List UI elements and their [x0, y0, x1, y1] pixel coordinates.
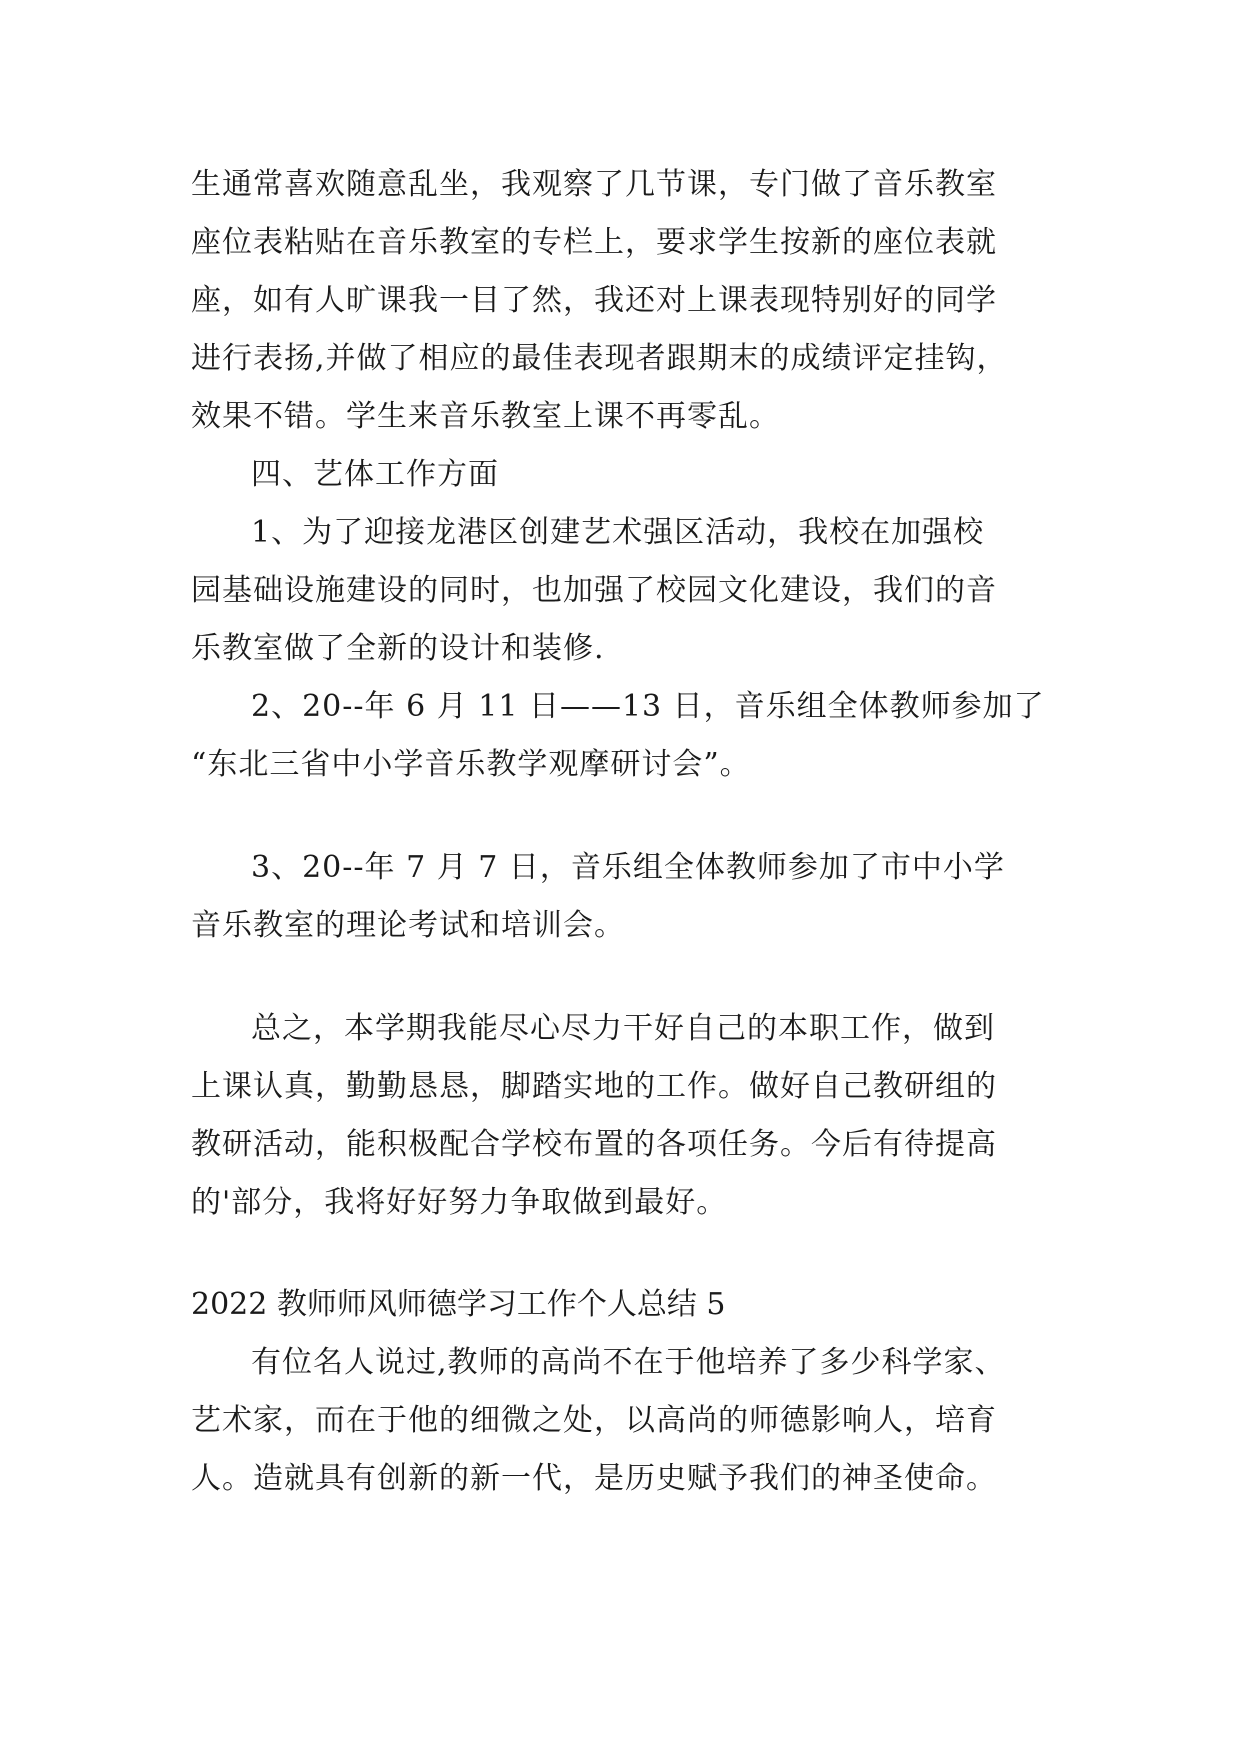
paragraph-line: 教研活动，能积极配合学校布置的各项任务。今后有待提高: [191, 1127, 997, 1162]
paragraph-line: 乐教室做了全新的设计和装修.: [191, 631, 605, 666]
paragraph-line: 座位表粘贴在音乐教室的专栏上，要求学生按新的座位表就: [191, 225, 997, 260]
paragraph-line: 的'部分，我将好好努力争取做到最好。: [191, 1185, 728, 1220]
paragraph-line: 效果不错。学生来音乐教室上课不再零乱。: [191, 399, 780, 434]
paragraph-line: 音乐教室的理论考试和培训会。: [191, 908, 625, 943]
paragraph-line: 进行表扬,并做了相应的最佳表现者跟期末的成绩评定挂钩，: [191, 341, 1008, 376]
section-heading: 四、艺体工作方面: [251, 457, 499, 492]
paragraph-line: 有位名人说过,教师的高尚不在于他培养了多少科学家、: [251, 1345, 1006, 1380]
document-section-title: 2022 教师师风师德学习工作个人总结 5: [191, 1287, 726, 1322]
paragraph-line: 上课认真，勤勤恳恳，脚踏实地的工作。做好自己教研组的: [191, 1069, 997, 1104]
paragraph-line: 1、为了迎接龙港区创建艺术强区活动，我校在加强校: [251, 515, 985, 550]
paragraph-line: 人。造就具有创新的新一代，是历史赋予我们的神圣使命。: [191, 1461, 997, 1496]
paragraph-line: 座，如有人旷课我一目了然，我还对上课表现特别好的同学: [191, 283, 997, 318]
paragraph-line: 总之，本学期我能尽心尽力干好自己的本职工作，做到: [251, 1011, 995, 1046]
paragraph-line: 园基础设施建设的同时，也加强了校园文化建设，我们的音: [191, 573, 997, 608]
paragraph-line: 3、20--年 7 月 7 日，音乐组全体教师参加了市中小学: [251, 850, 1005, 885]
paragraph-line: “东北三省中小学音乐教学观摩研讨会”。: [191, 747, 751, 782]
paragraph-line: 艺术家，而在于他的细微之处，以高尚的师德影响人，培育: [191, 1403, 997, 1438]
paragraph-line: 生通常喜欢随意乱坐，我观察了几节课，专门做了音乐教室: [191, 167, 997, 202]
paragraph-line: 2、20--年 6 月 11 日——13 日，音乐组全体教师参加了: [251, 689, 1045, 724]
